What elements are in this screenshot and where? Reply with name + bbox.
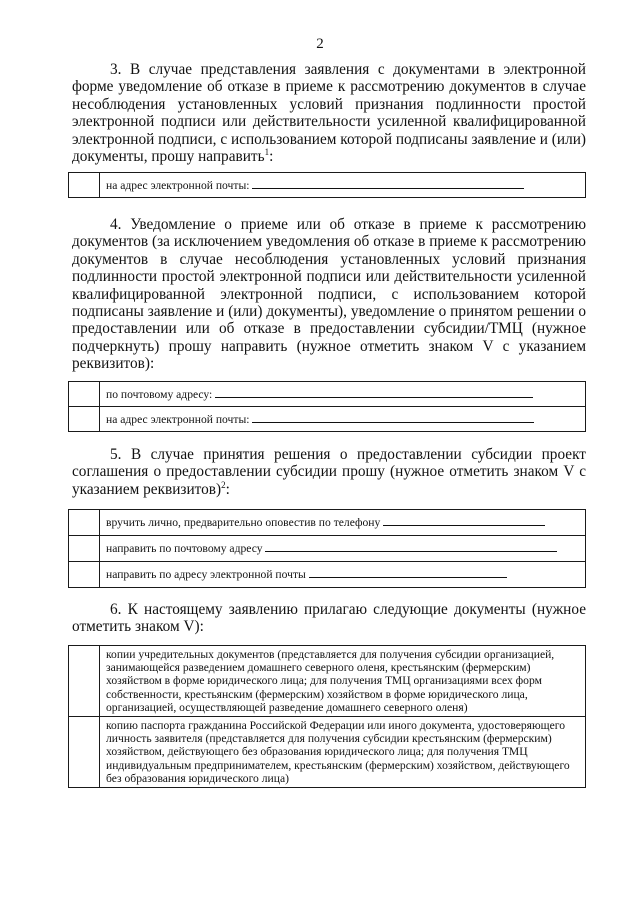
- section-3-text: 3. В случае представления заявления с документами в электронной форме уведомление об отказе в приеме к рассмотрению документов в случае несоблюдения установленных условий признания подлинности простой электронной подписи или действительности усиленной квалифицированной электронной подписи, с использованием которой подписаны заявление и (или) документы, прошу направить: [72, 61, 586, 166]
- section-5-text: 5. В случае принятия решения о предоставлении субсидии проект соглашения о предоставлении субсидии прошу (нужное отметить знаком V с указанием реквизитов): [72, 446, 586, 498]
- section-6-paragraph: [72, 601, 586, 636]
- option-hand-delivery: [100, 510, 586, 536]
- checkbox-document[interactable]: [69, 717, 100, 788]
- postal-fill-line[interactable]: [215, 387, 533, 398]
- section-3-paragraph: [72, 61, 586, 165]
- option-row-postal: [69, 536, 586, 562]
- checkbox-postal[interactable]: [69, 536, 100, 562]
- option-email-label: на адрес электронной почты:: [106, 412, 250, 426]
- option-postal: [100, 536, 586, 562]
- section-6-documents-table: [68, 645, 586, 788]
- checkbox-postal[interactable]: [69, 382, 100, 407]
- email-fill-line[interactable]: [252, 178, 524, 189]
- option-postal: [100, 382, 586, 407]
- phone-fill-line[interactable]: [383, 515, 545, 526]
- option-postal-label: по почтовому адресу:: [106, 387, 213, 401]
- option-email: [100, 562, 586, 588]
- checkbox-email[interactable]: [69, 562, 100, 588]
- section-5-tail: :: [225, 480, 230, 498]
- option-row-email: [69, 173, 586, 198]
- option-email-label: направить по адресу электронной почты: [106, 568, 306, 582]
- section-4-text: 4. Уведомление о приеме или об отказе в приеме к рассмотрению документов (за исключением уведомления об отказе в приеме к рассмотрению документов в случае несоблюдения установленных условий признания подлинности простой электронной подписи или действительности усиленной квалифицированной электронной подписи, с использованием которой подписаны заявление и (или) документы), уведомление о принятом решении о предоставлении или об отказе в предоставлении субсидии/ТМЦ (нужное подчеркнуть) прошу направить (нужное отметить знаком V с указанием реквизитов):: [72, 216, 586, 373]
- section-3-tail: :: [269, 148, 274, 166]
- document-label: копии учредительных документов (представляется для получения субсидии организацией, занимающейся разведением домашнего северного оленя, крестьянским (фермерским) хозяйством в форме юридического лица; для получения ТМЦ организациями всех форм собственности, крестьянским (фермерским) хозяйством в форме юридического лица, организацией, осуществляющей разведение домашнего северного оленя): [100, 646, 586, 717]
- document-row: [69, 646, 586, 717]
- section-5-paragraph: [72, 446, 586, 498]
- option-postal-label: направить по почтовому адресу: [106, 542, 263, 556]
- option-row-email: [69, 562, 586, 588]
- section-3-options-table: [68, 172, 586, 198]
- section-5-options-table: [68, 509, 586, 588]
- checkbox-email[interactable]: [69, 173, 100, 198]
- checkbox-document[interactable]: [69, 646, 100, 717]
- section-4-paragraph: [72, 216, 586, 373]
- footnote-mark-1: 1: [264, 146, 270, 157]
- postal-fill-line[interactable]: [265, 541, 557, 552]
- option-email-label: на адрес электронной почты:: [106, 178, 250, 192]
- page-number: 2: [316, 36, 324, 52]
- option-row-hand-delivery: [69, 510, 586, 536]
- section-6-text: 6. К настоящему заявлению прилагаю следующие документы (нужное отметить знаком V):: [72, 601, 586, 636]
- document-row: [69, 717, 586, 788]
- email-fill-line[interactable]: [309, 567, 507, 578]
- email-fill-line[interactable]: [252, 412, 534, 423]
- checkbox-hand-delivery[interactable]: [69, 510, 100, 536]
- option-email: [100, 407, 586, 432]
- option-row-email: [69, 407, 586, 432]
- option-email: [100, 173, 586, 198]
- section-4-options-table: [68, 381, 586, 432]
- option-hand-delivery-label: вручить лично, предварительно оповестив по телефону: [106, 516, 381, 530]
- option-row-postal: [69, 382, 586, 407]
- document-label: копию паспорта гражданина Российской Федерации или иного документа, удостоверяющего личность заявителя (представляется для получения субсидии крестьянским (фермерским) хозяйством, действующего без образования юридического лица; для получения ТМЦ индивидуальным предпринимателем, крестьянским (фермерским) хозяйством, действующего без образования юридического лица): [100, 717, 586, 788]
- footnote-mark-2: 2: [221, 479, 226, 490]
- checkbox-email[interactable]: [69, 407, 100, 432]
